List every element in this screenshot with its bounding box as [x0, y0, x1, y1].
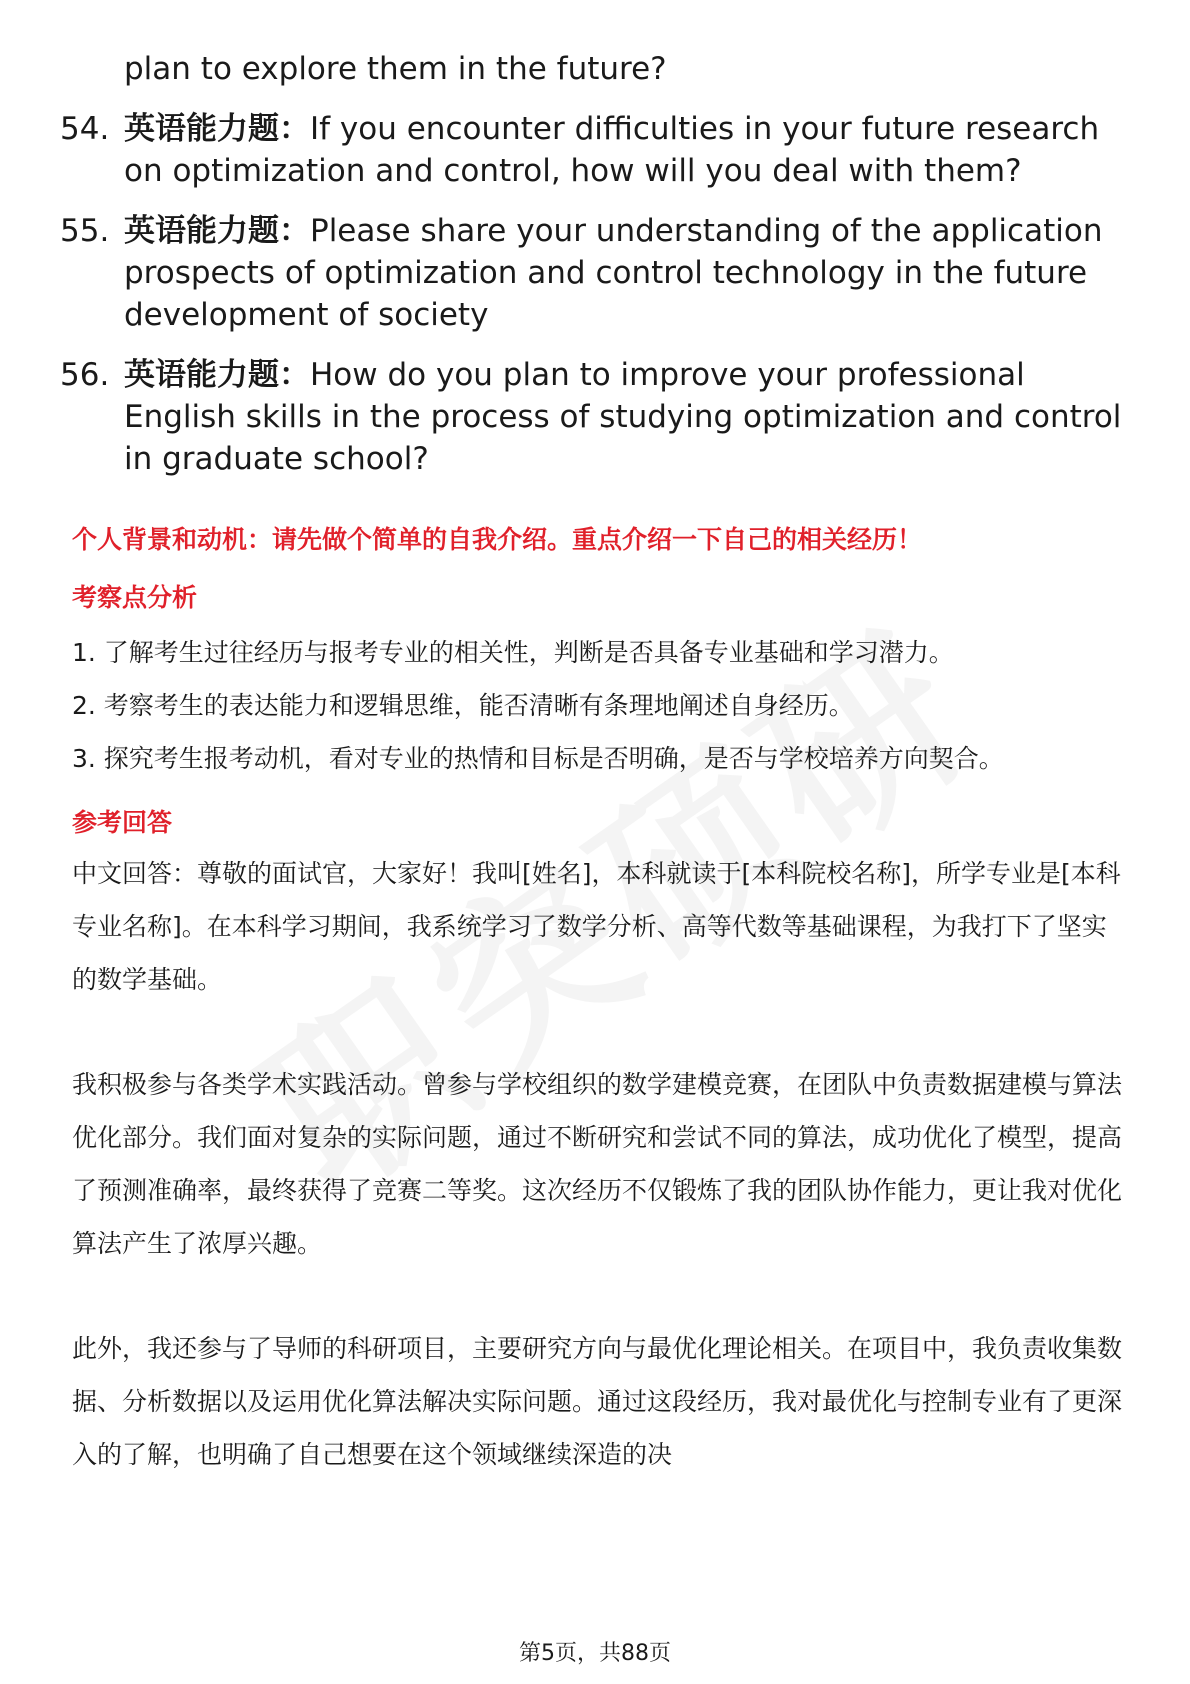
- answer-paragraph: 中文回答：尊敬的面试官，大家好！我叫[姓名]，本科就读于[本科院校名称]，所学专业是[本科专业名称]。在本科学习期间，我系统学习了数学分析、高等代数等基础课程，为我打下了坚实的数学基础。: [72, 859, 1121, 994]
- question-item-55: [60, 210, 1140, 336]
- question-number: 56.: [60, 357, 110, 393]
- question-item-54: [60, 108, 1140, 192]
- answer-paragraph: 我积极参与各类学术实践活动。曾参与学校组织的数学建模竞赛，在团队中负责数据建模与算法优化部分。我们面对复杂的实际问题，通过不断研究和尝试不同的算法，成功优化了模型，提高了预测准确率，最终获得了竞赛二等奖。这次经历不仅锻炼了我的团队协作能力，更让我对优化算法产生了浓厚兴趣。: [72, 1070, 1123, 1258]
- question-body: [124, 354, 1140, 480]
- question-continuation: plan to explore them in the future?: [124, 51, 667, 87]
- question-body: [124, 210, 1140, 336]
- question-number: 55.: [60, 213, 110, 249]
- question-text: Please share your understanding of the application prospects of optimization and control technology in the future development of society: [124, 213, 1103, 333]
- question-tag: 英语能力题：: [124, 213, 310, 249]
- reference-title: 参考回答: [72, 808, 173, 837]
- question-list: [60, 48, 1140, 498]
- analysis-title: 考察点分析: [72, 583, 198, 612]
- question-text: How do you plan to improve your professional English skills in the process of studying optimization and control in graduate school?: [124, 357, 1122, 477]
- analysis-point: 1. 了解考生过往经历与报考专业的相关性，判断是否具备专业基础和学习潜力。: [72, 638, 954, 667]
- background-section: [72, 520, 1122, 1481]
- question-number: 54.: [60, 111, 110, 147]
- page-footer: 第5页，共88页: [519, 1641, 671, 1666]
- question-body: [124, 108, 1140, 192]
- analysis-point: 2. 考察考生的表达能力和逻辑思维，能否清晰有条理地阐述自身经历。: [72, 691, 854, 720]
- question-tag: 英语能力题：: [124, 111, 310, 147]
- question-item-56: [60, 354, 1140, 480]
- answer-paragraph: 此外，我还参与了导师的科研项目，主要研究方向与最优化理论相关。在项目中，我负责收集数据、分析数据以及运用优化算法解决实际问题。通过这段经历，我对最优化与控制专业有了更深入的了解，也明确了自己想要在这个领域继续深造的决: [72, 1334, 1123, 1469]
- section-heading: 个人背景和动机：请先做个简单的自我介绍。重点介绍一下自己的相关经历！: [72, 525, 923, 554]
- analysis-point: 3. 探究考生报考动机，看对专业的热情和目标是否明确，是否与学校培养方向契合。: [72, 744, 1004, 773]
- question-text: If you encounter difficulties in your future research on optimization and control, how will you deal with them?: [124, 111, 1100, 189]
- question-tag: 英语能力题：: [124, 357, 310, 393]
